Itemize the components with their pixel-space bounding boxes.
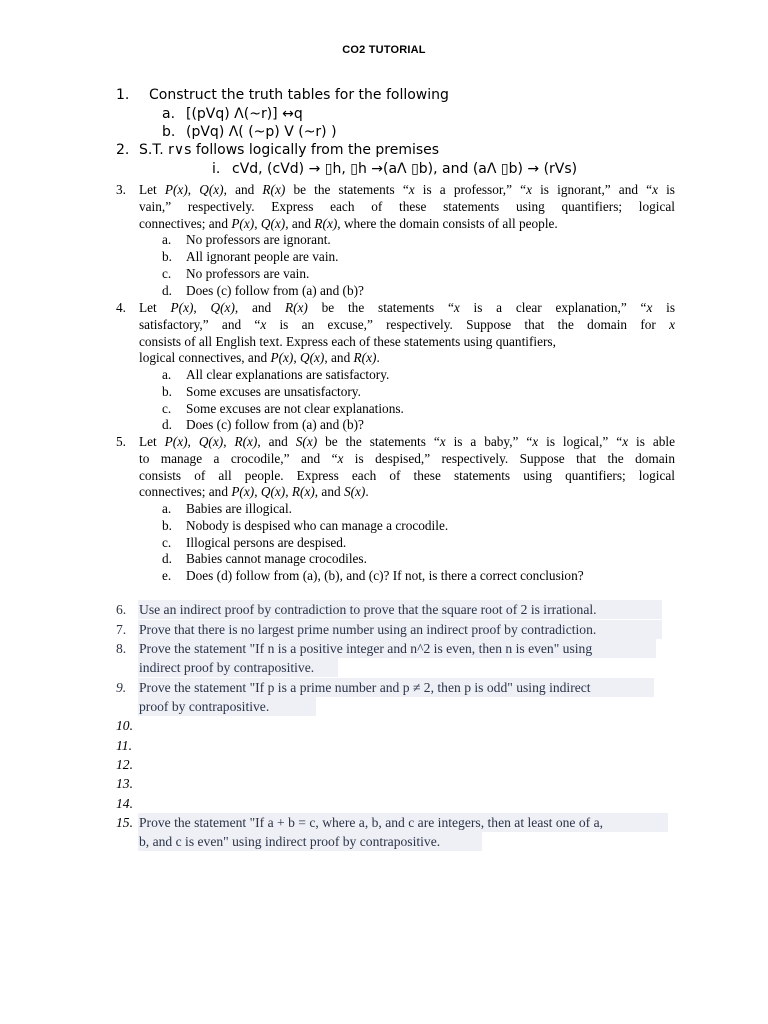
item-letter: d. [162,283,172,298]
item-letter: d. [162,551,172,566]
question-2i-letter: i. [212,161,221,177]
item-text: Does (d) follow from (a), (b), and (c)? If not, is there a correct conclusion? [186,568,584,583]
question-12-number: 12. [116,757,133,772]
item-text: Illogical persons are despised. [186,535,347,550]
item-letter: a. [162,501,172,516]
item-letter: d. [162,417,172,432]
question-8-text: Prove the statement "If n is a positive integer and n^2 is even, then n is even" using [139,641,593,656]
question-15-text: b, and c is even" using indirect proof by contrapositive. [139,834,441,849]
item-text: No professors are vain. [186,266,310,281]
item-text: Some excuses are unsatisfactory. [186,384,361,399]
question-13-number: 13. [116,776,133,791]
question-5-line: connectives; and P(x), Q(x), R(x), and S(x). [139,484,369,500]
question-9-text: Prove the statement "If p is a prime number and p ≠ 2, then p is odd" using indirect [139,680,591,695]
question-6-number: 6. [116,602,127,617]
question-2-text: S.T. r∨s follows logically from the premises [139,142,440,158]
question-3-line: vain,” respectively. Express each of these statements using quantifiers; logical [139,198,675,214]
question-11-number: 11. [116,738,132,753]
question-5-line: to manage a crocodile,” and “x is despised,” respectively. Suppose that the domain [139,450,675,466]
question-5-text [139,434,675,501]
question-2i-text: cVd, (cVd) → ▯h, ▯h →(aΛ ▯b), and (aΛ ▯b) → (rVs) [232,161,578,177]
question-4-number: 4. [116,300,126,315]
question-1-number: 1. [116,87,130,103]
question-5-line: Let P(x), Q(x), R(x), and S(x) be the statements “x is a baby,” “x is logical,” “x is able [139,434,675,449]
question-3-number: 3. [116,182,126,197]
question-4-text [139,300,675,367]
question-4-line: satisfactory,” and “x is an excuse,” respectively. Suppose that the domain for x [139,316,676,332]
item-letter: b. [162,384,172,399]
item-text: All ignorant people are vain. [186,249,339,264]
question-6-text: Use an indirect proof by contradiction to prove that the square root of 2 is irrational. [139,602,597,617]
item-letter: c. [162,401,172,416]
question-10-number: 10. [116,718,133,733]
item-letter: c. [162,535,172,550]
item-text: All clear explanations are satisfactory. [186,367,390,382]
item-letter: e. [162,568,172,583]
question-4-line: logical connectives, and P(x), Q(x), and R(x). [139,350,380,366]
item-letter: b. [162,249,172,264]
item-letter: b. [162,518,172,533]
item-text: No professors are ignorant. [186,232,331,247]
question-15-number: 15. [116,815,133,830]
item-text: Some excuses are not clear explanations. [186,401,404,416]
item-letter: a. [162,367,172,382]
question-9-number: 9. [116,680,127,695]
question-8-text: indirect proof by contrapositive. [139,660,315,675]
item-letter: a. [162,232,172,247]
question-1b-text: (pVq) Λ( (~p) V (~r) ) [186,124,337,140]
item-text: Does (c) follow from (a) and (b)? [186,283,364,298]
question-3-line: Let P(x), Q(x), and R(x) be the statements “x is a professor,” “x is ignorant,” and “x is [139,182,675,197]
item-text: Babies are illogical. [186,501,292,516]
question-5-line: consists of all people. Express each of these statements using quantifiers; logical [139,467,675,483]
question-9-text: proof by contrapositive. [139,699,270,714]
question-4-line: consists of all English text. Express each of these statements using quantifiers, [139,333,556,349]
question-5-number: 5. [116,434,126,449]
question-3-text [139,182,675,232]
item-text: Babies cannot manage crocodiles. [186,551,367,566]
question-7-text: Prove that there is no largest prime number using an indirect proof by contradiction. [139,622,597,637]
question-1a-letter: a. [162,106,176,122]
question-15-text: Prove the statement "If a + b = c, where a, b, and c are integers, then at least one of a, [139,815,604,830]
page-title: CO2 TUTORIAL [342,44,426,56]
item-letter: c. [162,266,172,281]
question-1b-letter: b. [162,124,176,140]
question-7-number: 7. [116,622,127,637]
question-2-number: 2. [116,142,130,158]
question-8-number: 8. [116,641,127,656]
item-text: Does (c) follow from (a) and (b)? [186,417,364,432]
question-3-line: connectives; and P(x), Q(x), and R(x), where the domain consists of all people. [139,215,558,231]
question-14-number: 14. [116,796,133,811]
question-1-text: Construct the truth tables for the following [149,87,449,103]
item-text: Nobody is despised who can manage a crocodile. [186,518,449,533]
question-4-line: Let P(x), Q(x), and R(x) be the statements “x is a clear explanation,” “x is [139,300,675,315]
question-1a-text: [(pVq) Λ(~r)] ↔q [186,106,303,122]
